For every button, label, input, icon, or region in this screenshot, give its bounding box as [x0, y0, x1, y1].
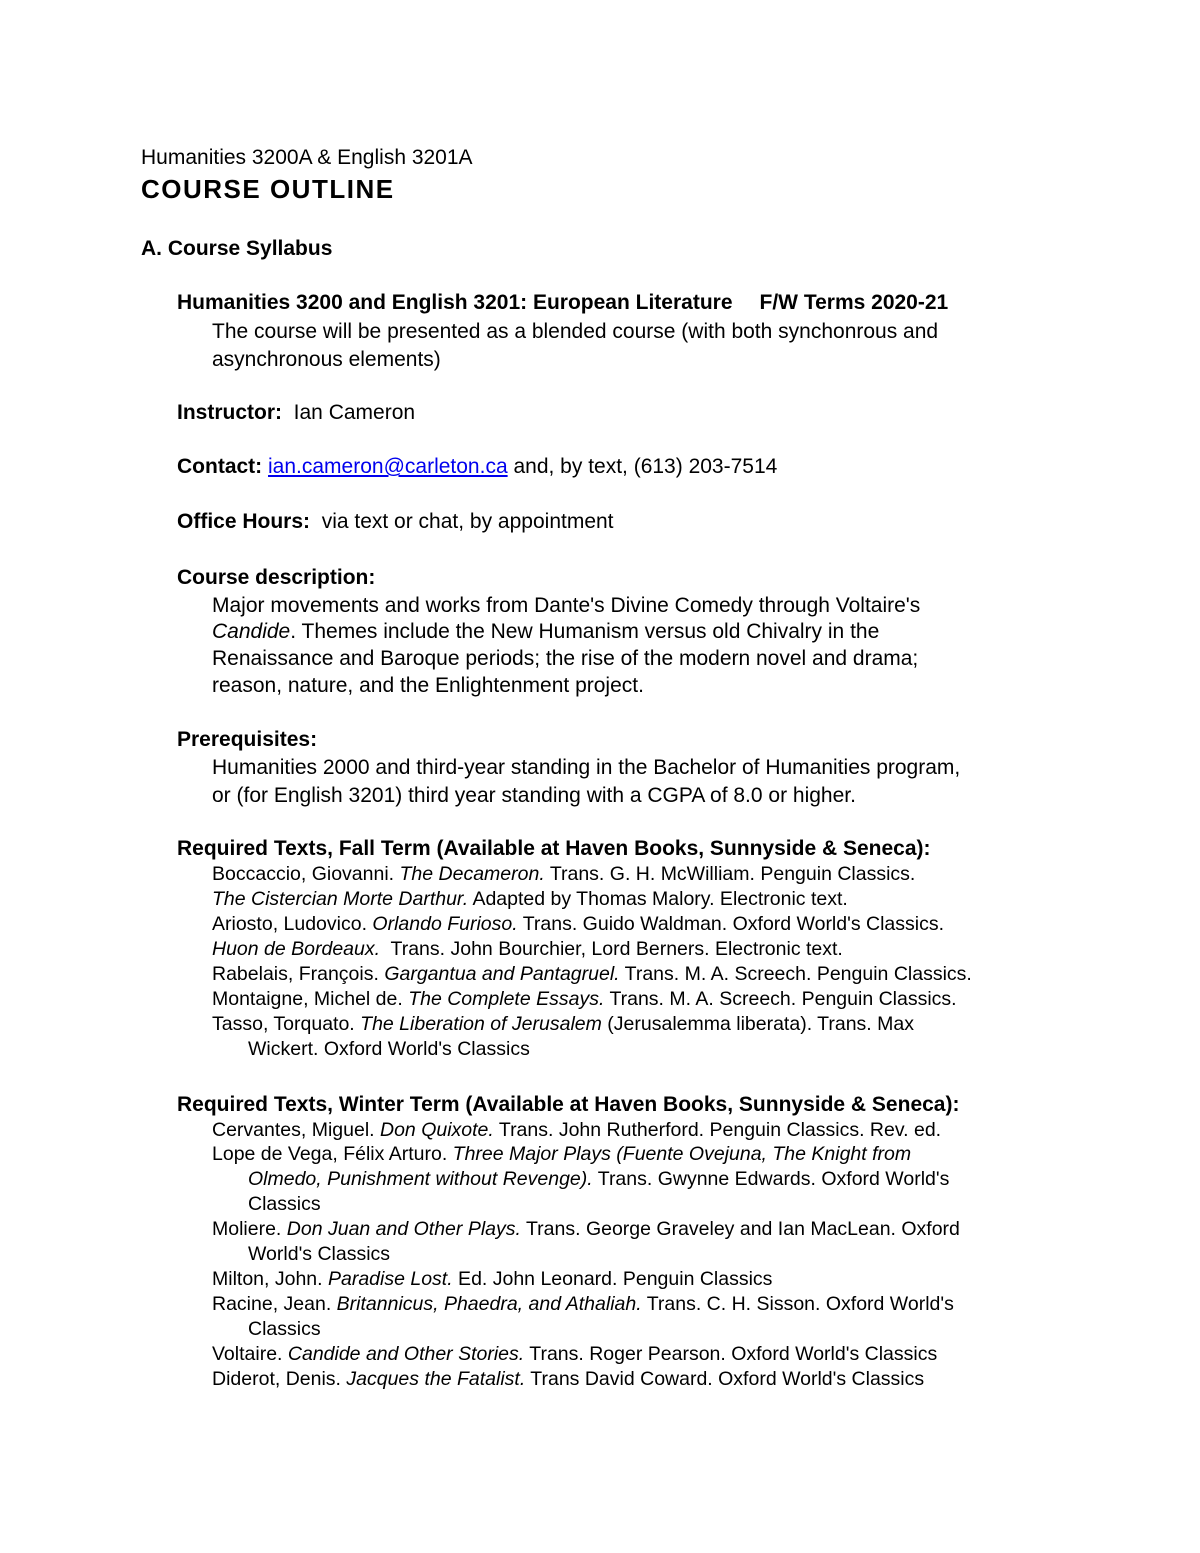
list-item: Voltaire. Candide and Other Stories. Trans. Roger Pearson. Oxford World's Classics	[212, 1343, 938, 1365]
list-item: Milton, John. Paradise Lost. Ed. John Leonard. Penguin Classics	[212, 1268, 773, 1290]
list-item: Boccaccio, Giovanni. The Decameron. Trans. G. H. McWilliam. Penguin Classics.	[212, 863, 916, 885]
list-item-continuation: Wickert. Oxford World's Classics	[248, 1038, 530, 1060]
list-item-continuation: Classics	[248, 1318, 321, 1340]
fall-texts-heading: Required Texts, Fall Term (Available at Haven Books, Sunnyside & Seneca):	[177, 837, 931, 860]
course-terms: F/W Terms 2020-21	[759, 291, 949, 314]
list-item-continuation: World's Classics	[248, 1243, 391, 1265]
course-name: Humanities 3200 and English 3201: European Literature	[177, 291, 733, 314]
list-item: Huon de Bordeaux. Trans. John Bourchier, Lord Berners. Electronic text.	[212, 938, 843, 960]
prerequisites-line1: Humanities 2000 and third-year standing in the Bachelor of Humanities program,	[212, 756, 961, 779]
list-item: Lope de Vega, Félix Arturo. Three Major Plays (Fuente Ovejuna, The Knight from	[212, 1143, 912, 1165]
candide-title: Candide	[212, 620, 291, 643]
prerequisites-line2: or (for English 3201) third year standing with a CGPA of 8.0 or higher.	[212, 784, 856, 807]
list-item-continuation: Classics	[248, 1193, 321, 1215]
list-item: Ariosto, Ludovico. Orlando Furioso. Trans. Guido Waldman. Oxford World's Classics.	[212, 913, 945, 935]
winter-texts-heading: Required Texts, Winter Term (Available at Haven Books, Sunnyside & Seneca):	[177, 1093, 960, 1116]
instructor-label: Instructor:	[177, 401, 282, 424]
description-line1: Major movements and works from Dante's Divine Comedy through Voltaire's	[212, 594, 921, 617]
list-item: Racine, Jean. Britannicus, Phaedra, and Athaliah. Trans. C. H. Sisson. Oxford World's	[212, 1293, 954, 1315]
list-item: Diderot, Denis. Jacques the Fatalist. Trans David Coward. Oxford World's Classics	[212, 1368, 925, 1390]
office-hours-label: Office Hours:	[177, 510, 311, 533]
list-item: Rabelais, François. Gargantua and Pantagruel. Trans. M. A. Screech. Penguin Classics.	[212, 963, 972, 985]
prerequisites-label: Prerequisites:	[177, 728, 318, 751]
course-format-line1: The course will be presented as a blended course (with both synchonrous and	[212, 320, 939, 343]
office-hours-line	[177, 511, 614, 532]
office-hours-value: via text or chat, by appointment	[321, 510, 614, 533]
list-item: Tasso, Torquato. The Liberation of Jerusalem (Jerusalemma liberata). Trans. Max	[212, 1013, 914, 1035]
description-line3: Renaissance and Baroque periods; the rise of the modern novel and drama;	[212, 647, 919, 670]
list-item: The Cistercian Morte Darthur. Adapted by Thomas Malory. Electronic text.	[212, 888, 848, 910]
contact-line	[177, 456, 777, 477]
description-line4: reason, nature, and the Enlightenment project.	[212, 674, 644, 697]
list-item: Montaigne, Michel de. The Complete Essays. Trans. M. A. Screech. Penguin Classics.	[212, 988, 957, 1010]
course-format-line2: asynchronous elements)	[212, 348, 441, 371]
contact-label: Contact:	[177, 455, 263, 478]
list-item-continuation: Olmedo, Punishment without Revenge). Trans. Gwynne Edwards. Oxford World's	[248, 1168, 950, 1190]
email-link[interactable]: ian.cameron@carleton.ca	[268, 455, 508, 478]
page-title: COURSE OUTLINE	[141, 174, 395, 204]
description-label: Course description:	[177, 566, 376, 589]
course-code: Humanities 3200A & English 3201A	[141, 146, 473, 169]
list-item: Cervantes, Miguel. Don Quixote. Trans. John Rutherford. Penguin Classics. Rev. ed.	[212, 1119, 942, 1141]
description-line2: Candide. Themes include the New Humanism versus old Chivalry in the	[212, 620, 880, 643]
instructor-name: Ian Cameron	[293, 401, 416, 424]
list-item: Moliere. Don Juan and Other Plays. Trans. George Graveley and Ian MacLean. Oxford	[212, 1218, 960, 1240]
section-heading: A. Course Syllabus	[141, 237, 333, 260]
course-name-line	[177, 292, 948, 313]
contact-text: and, by text, (613) 203-7514	[513, 455, 778, 478]
instructor-line	[177, 402, 415, 423]
